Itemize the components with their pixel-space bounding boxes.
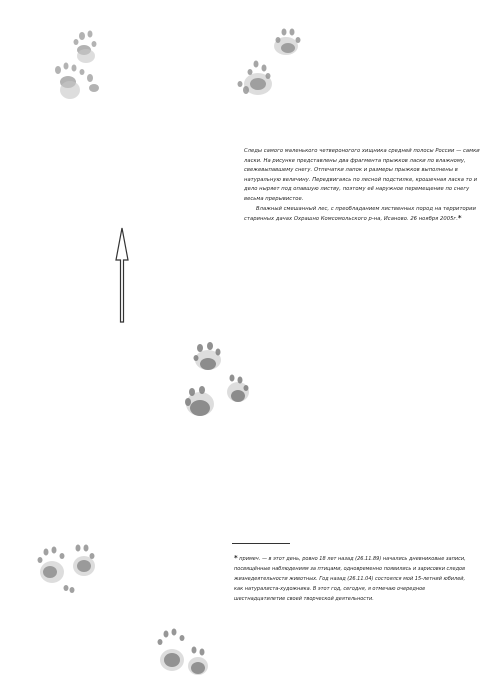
description-paragraph-1: Следы самого маленького четвероногого хищника средней полосы России — самки ласки. На рисунке представлены два фрагмента прыжков ласки по влажному, свежевыпавшему снегу. Отпечатки лапок и размеры прыжков выполнены в натуральную величину. Передвигаясь по лесной подстилке, крошечная ласка то и дело ныряет под опавшую листву, поэтому её наружное перемещение по снегу весьма прерывистое.	[244, 148, 480, 202]
paw-print-group-bottom-center	[150, 620, 220, 690]
description-paragraph-2: Влажный смешанный лес, с преобладанием лиственных пород на территории старинных дачах Охрашно Комсомольского р-на, Исаново. 26 ноября 2005г.*	[244, 205, 476, 223]
paw-print-group-top-right	[228, 24, 308, 104]
paw-print-group-middle	[172, 338, 262, 438]
description-note	[244, 147, 484, 225]
footnote-rule	[232, 543, 290, 544]
paw-print-group-bottom-left	[32, 538, 112, 618]
footnote-marker: *	[234, 554, 238, 562]
direction-arrow	[112, 226, 132, 324]
footnote-text: примеч. — в этот день, ровно 18 лет назад (26.11.89) начались дневниковые записи, посвящённые наблюдениям за птицами, одновременно появились и зарисовки следов жизнедеятельности животных. Год назад (26.11.04) состоялся мой 15-летний юбилей, как натуралиста-художника. В этот год, сегодня, я отмечаю очередное шестнадцатилетие своей творческой деятельности.	[234, 556, 466, 602]
footnote	[234, 553, 474, 604]
paw-print-group-top-left	[48, 26, 108, 106]
